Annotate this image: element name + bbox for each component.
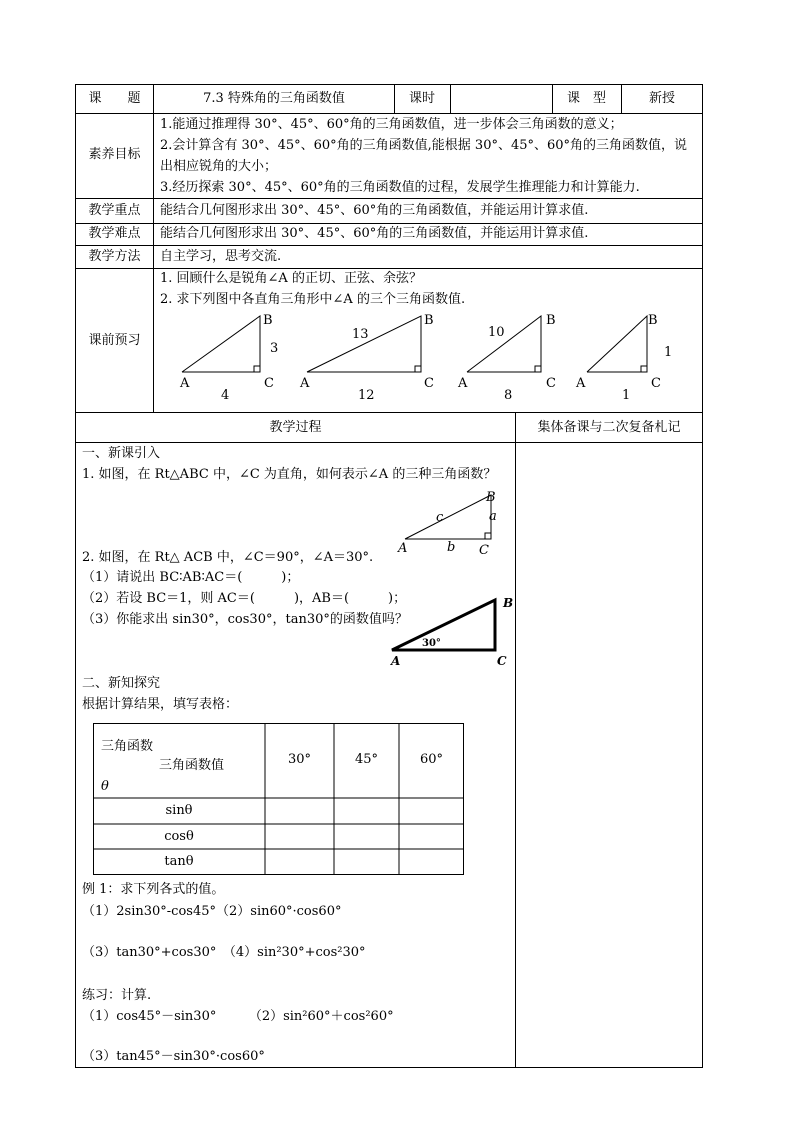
tri3-side-hypotenuse: 10 (488, 325, 505, 340)
intro-question-2-2: （2）若设 BC＝1，则 AC＝( )，AB＝( )； (82, 591, 407, 606)
preview-question-2: 2. 求下列图中各直角三角形中∠A 的三个三角函数值. (160, 292, 466, 307)
practice-title: 练习：计算. (82, 988, 152, 1003)
row-header: sinθ (165, 803, 193, 818)
rule (76, 268, 702, 269)
tri2-side-hypotenuse: 13 (352, 327, 369, 342)
row-header: tanθ (164, 854, 194, 869)
tri3-vertex-b: B (546, 313, 556, 328)
tri2-side-base: 12 (358, 388, 375, 403)
tri1-vertex-a: A (180, 376, 190, 391)
rule (76, 113, 702, 114)
tri4-side-vertical: 1 (664, 345, 673, 360)
preview-question-1: 1. 回顾什么是锐角∠A 的正切、正弦、余弦？ (160, 271, 422, 286)
intro-question-2-1: （1）请说出 BC∶AB∶AC＝( )； (82, 570, 300, 585)
topic-label: 课 题 (88, 91, 141, 106)
fig1-side-c: c (436, 510, 444, 525)
goal-line: 1.能通过推理得 30°、45°、60°角的三角函数值，进一步体会三角函数的意义； (160, 117, 623, 132)
rule (76, 223, 702, 224)
tri3-vertex-a: A (458, 376, 468, 391)
process-header: 教学过程 (269, 420, 322, 435)
tri2-vertex-c: C (424, 376, 434, 391)
table-diag-bottom: θ (101, 779, 109, 794)
fig1-vertex-b: B (486, 490, 496, 505)
preview-label: 课前预习 (88, 333, 141, 348)
rule (76, 442, 702, 443)
tri4-side-base: 1 (622, 388, 631, 403)
col-header: 60° (419, 752, 444, 767)
preview-triangle-3 (461, 313, 551, 378)
intro-question-1: 1. 如图，在 Rt△ABC 中，∠C 为直角，如何表示∠A 的三种三角函数？ (82, 467, 497, 482)
goals-label: 素养目标 (88, 147, 141, 162)
preview-triangle-2 (301, 313, 431, 378)
type-label: 课 型 (566, 91, 606, 106)
tri4-vertex-b: B (648, 313, 658, 328)
topic-value: 7.3 特殊角的三角函数值 (203, 91, 345, 106)
method-label: 教学方法 (88, 249, 141, 264)
rule (76, 245, 702, 246)
practice-line-1: （1）cos45°－sin30° （2）sin²60°＋cos²60° (82, 1009, 394, 1024)
row-header: cosθ (164, 829, 194, 844)
fig1-side-a: a (489, 509, 497, 524)
fig1-side-b: b (447, 540, 456, 555)
tri1-side-vertical: 3 (270, 341, 279, 356)
tri1-vertex-c: C (264, 376, 274, 391)
key-point-label: 教学重点 (88, 203, 141, 218)
section-explore: 二、新知探究 (82, 676, 161, 691)
example-title: 例 1：求下列各式的值。 (82, 882, 225, 897)
table-diag-top: 三角函数 (101, 739, 154, 754)
fig2-angle-label: 30° (422, 638, 441, 649)
tri1-vertex-b: B (263, 313, 273, 328)
goal-line: 出相应锐角的大小； (160, 159, 278, 174)
tri3-vertex-c: C (546, 376, 556, 391)
lesson-plan-frame (75, 84, 703, 1068)
tri4-vertex-c: C (651, 376, 661, 391)
practice-line-2: （3）tan45°－sin30°·cos60° (82, 1049, 265, 1064)
method-text: 自主学习，思考交流. (160, 249, 282, 264)
tri4-vertex-a: A (576, 376, 586, 391)
fig1-vertex-a: A (398, 541, 408, 556)
trig-value-table (93, 723, 464, 875)
key-point-text: 能结合几何图形求出 30°、45°、60°角的三角函数值，并能运用计算求值. (160, 203, 589, 218)
tri1-side-base: 4 (221, 388, 230, 403)
difficulty-label: 教学难点 (88, 226, 141, 241)
col-header: 45° (354, 752, 379, 767)
notes-header: 集体备课与二次复备札记 (537, 420, 681, 435)
tri2-vertex-a: A (300, 376, 310, 391)
fig2-vertex-b: B (503, 596, 514, 610)
difficulty-text: 能结合几何图形求出 30°、45°、60°角的三角函数值，并能运用计算求值. (160, 226, 589, 241)
rule (515, 412, 516, 1068)
rule (76, 412, 702, 413)
section-intro: 一、新课引入 (82, 446, 161, 461)
tri3-side-base: 8 (504, 388, 513, 403)
example-line-2: （3）tan30°+cos30° （4）sin²30°+cos²30° (82, 945, 366, 960)
fig2-vertex-c: C (497, 654, 507, 668)
preview-triangle-4 (581, 313, 656, 378)
rule (450, 85, 451, 113)
fig1-vertex-c: C (479, 543, 489, 558)
intro-question-2: 2. 如图，在 Rt△ ACB 中，∠C＝90°，∠A＝30°. (82, 550, 374, 565)
rule (76, 198, 702, 199)
goal-line: 2.会计算含有 30°、45°、60°角的三角函数值,能根据 30°、45°、60°角的三角函数值，说 (160, 138, 688, 153)
col-header: 30° (287, 752, 312, 767)
hours-label: 课时 (408, 91, 435, 106)
type-value: 新授 (648, 91, 675, 106)
table-diag-mid: 三角函数值 (159, 758, 225, 773)
goal-line: 3.经历探索 30°、45°、60°角的三角函数值的过程，发展学生推理能力和计算能力. (160, 180, 640, 195)
intro-question-2-3: （3）你能求出 sin30°，cos30°，tan30°的函数值吗？ (82, 612, 408, 627)
rule (153, 85, 154, 412)
figure-30-degree-triangle (388, 595, 503, 655)
fig2-vertex-a: A (391, 654, 401, 668)
example-line-1: （1）2sin30°-cos45°（2）sin60°·cos60° (82, 904, 342, 919)
fill-instruction: 根据计算结果，填写表格： (82, 697, 239, 712)
tri2-vertex-b: B (424, 313, 434, 328)
